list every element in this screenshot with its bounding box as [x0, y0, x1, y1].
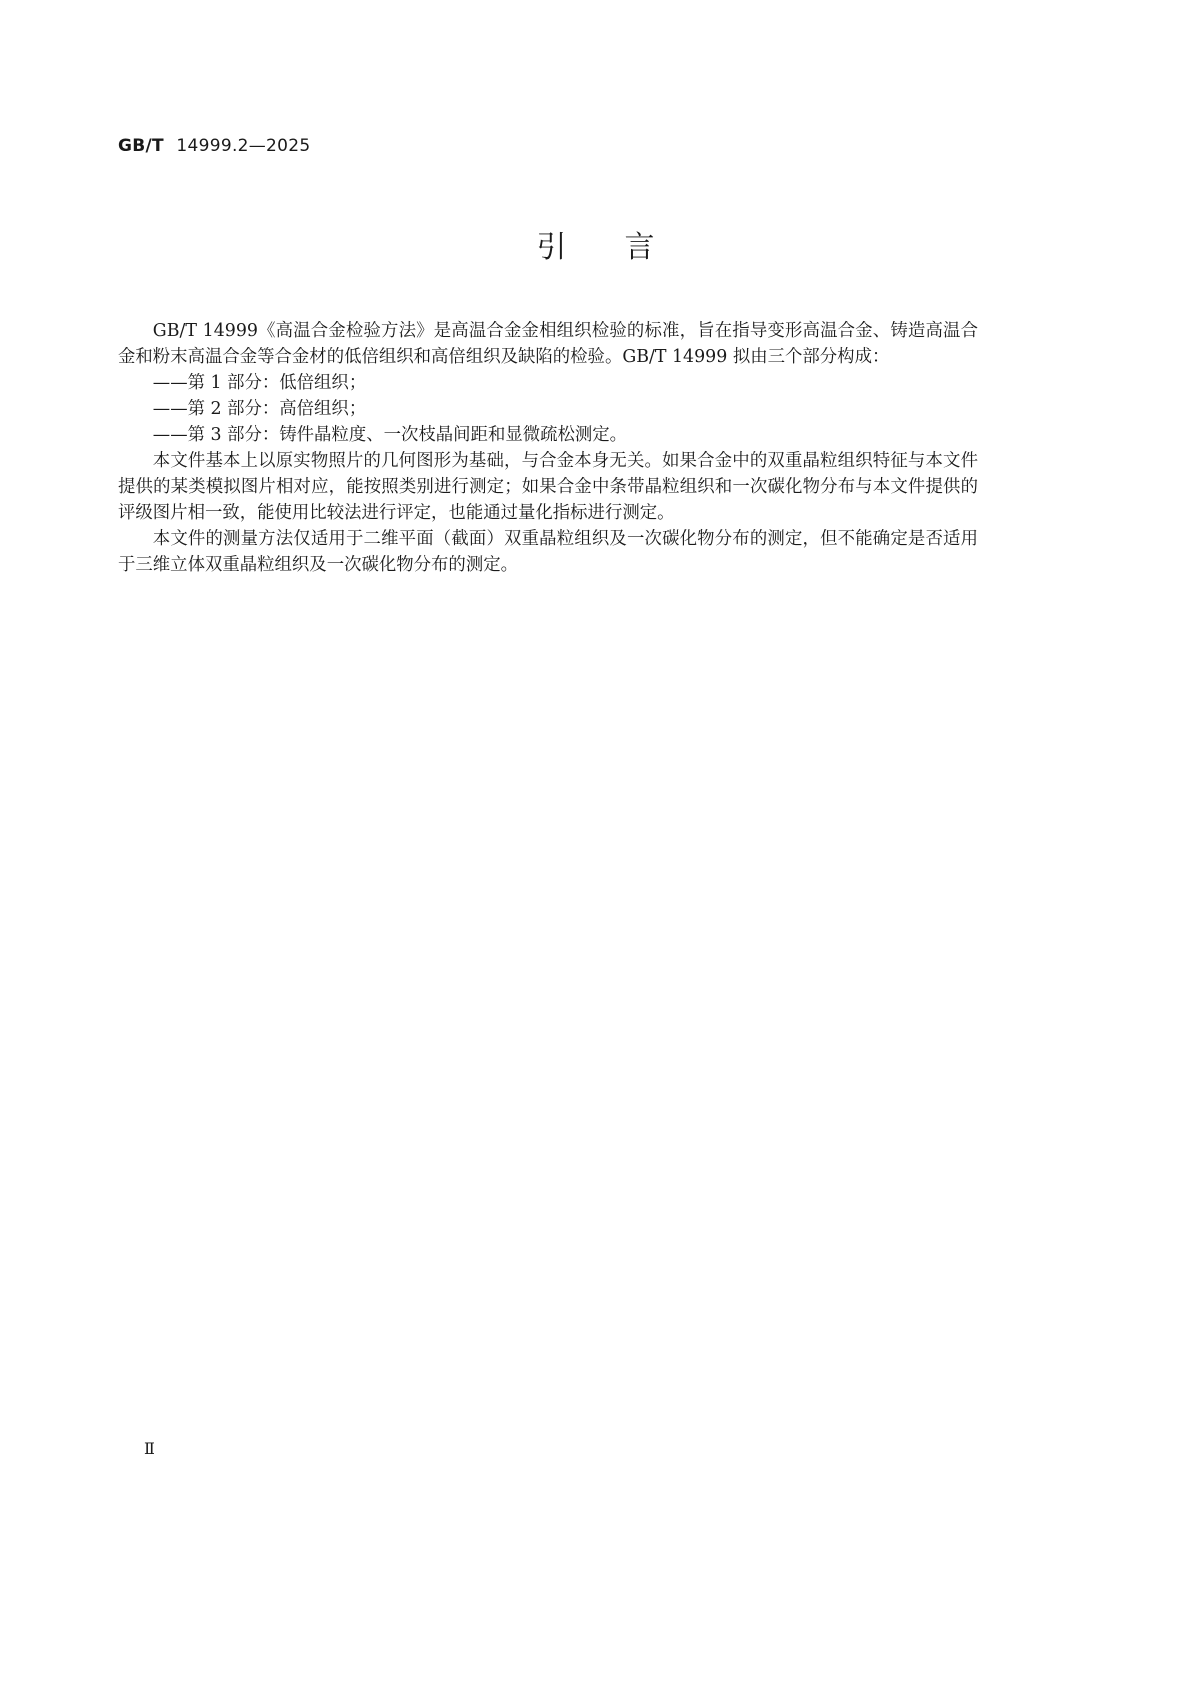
- page-number: Ⅱ: [144, 1439, 155, 1458]
- document-body: [118, 318, 978, 578]
- standard-number: 14999.2—2025: [176, 136, 311, 156]
- standard-code: [118, 136, 311, 156]
- standard-prefix: GB/T: [118, 136, 164, 156]
- page-title: 引言: [536, 230, 713, 265]
- list-item-part-2: ——第 2 部分：高倍组织；: [152, 399, 367, 419]
- paragraph-intro: GB/T 14999《高温合金检验方法》是高温合金金相组织检验的标准，旨在指导变形高温合金、铸造高温合金和粉末高温合金等合金材的低倍组织和高倍组织及缺陷的检验。GB/T 14999 拟由三个部分构成：: [118, 321, 978, 367]
- list-item-part-3: ——第 3 部分：铸件晶粒度、一次枝晶间距和显微疏松测定。: [152, 425, 628, 445]
- paragraph-scope: 本文件的测量方法仅适用于二维平面（截面）双重晶粒组织及一次碳化物分布的测定，但不能确定是否适用于三维立体双重晶粒组织及一次碳化物分布的测定。: [118, 529, 978, 575]
- list-item-part-1: ——第 1 部分：低倍组织；: [152, 373, 367, 393]
- paragraph-basis: 本文件基本上以原实物照片的几何图形为基础，与合金本身无关。如果合金中的双重晶粒组织特征与本文件提供的某类模拟图片相对应，能按照类别进行测定；如果合金中条带晶粒组织和一次碳化物分布与本文件提供的评级图片相一致，能使用比较法进行评定，也能通过量化指标进行测定。: [118, 451, 978, 523]
